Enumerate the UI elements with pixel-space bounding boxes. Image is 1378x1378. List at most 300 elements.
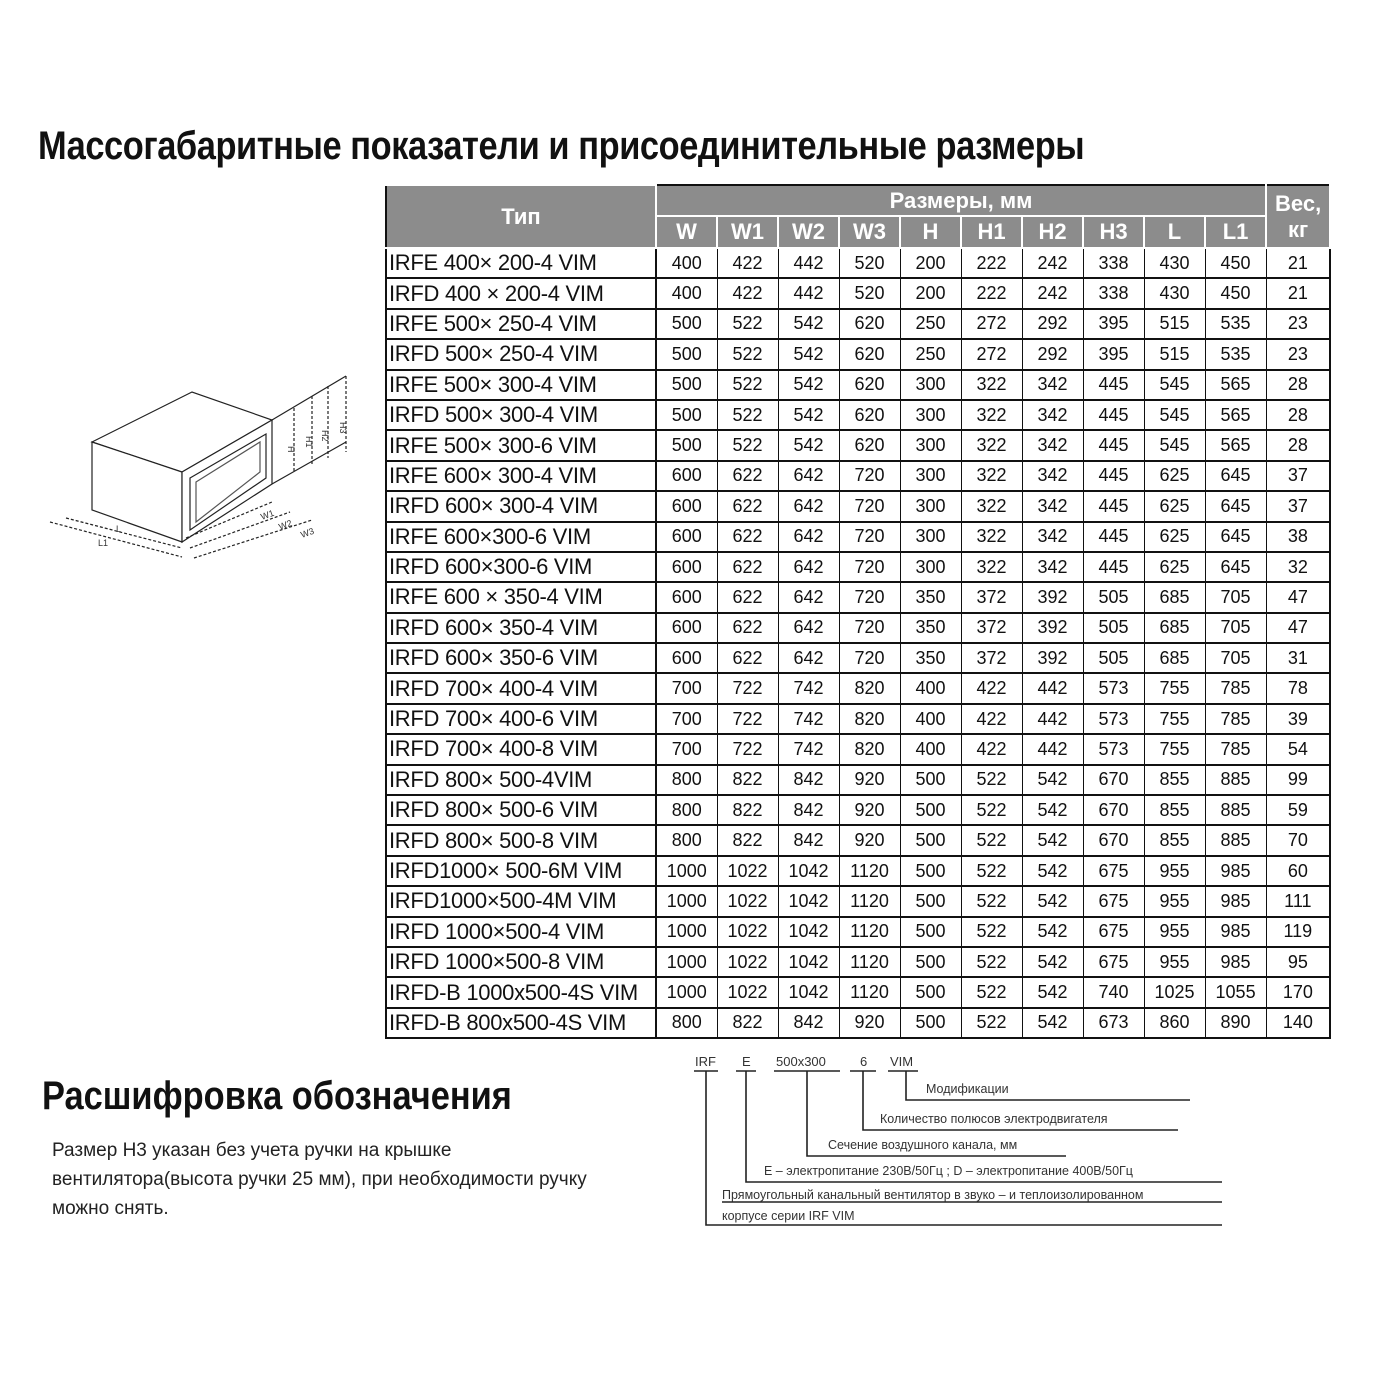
dimension-cell: 722	[717, 734, 778, 764]
dimension-cell: 515	[1144, 309, 1205, 339]
table-row	[386, 461, 1330, 491]
dimension-cell: 1042	[778, 856, 839, 886]
dimension-cell: 500	[900, 977, 961, 1007]
table-row	[386, 643, 1330, 673]
dimension-cell: 322	[961, 552, 1022, 582]
dimension-cell: 322	[961, 370, 1022, 400]
dimension-cell: 1120	[839, 886, 900, 916]
dimension-cell: 300	[900, 491, 961, 521]
dimension-cell: 542	[1022, 856, 1083, 886]
dimension-cell: 400	[900, 734, 961, 764]
dimension-cell: 1120	[839, 947, 900, 977]
weight-cell: 170	[1266, 977, 1330, 1007]
table-row	[386, 1008, 1330, 1038]
dimension-cell: 642	[778, 552, 839, 582]
specs-table	[385, 184, 1331, 1039]
dimension-cell: 522	[961, 825, 1022, 855]
dimension-cell: 300	[900, 461, 961, 491]
dimension-cell: 785	[1205, 704, 1266, 734]
model-type-cell: IRFD-B 1000x500-4S VIM	[386, 977, 656, 1007]
dimension-cell: 522	[717, 339, 778, 369]
dimension-cell: 822	[717, 765, 778, 795]
dimension-cell: 985	[1205, 917, 1266, 947]
dimension-cell: 300	[900, 522, 961, 552]
dimension-cell: 372	[961, 613, 1022, 643]
dimension-cell: 855	[1144, 795, 1205, 825]
code-part-power: E	[742, 1054, 751, 1069]
dimension-cell: 500	[656, 309, 717, 339]
dimension-cell: 200	[900, 278, 961, 308]
table-row	[386, 522, 1330, 552]
dimension-cell: 372	[961, 582, 1022, 612]
dimension-cell: 685	[1144, 643, 1205, 673]
dimension-cell: 400	[656, 278, 717, 308]
dimension-cell: 700	[656, 673, 717, 703]
dimension-cell: 545	[1144, 400, 1205, 430]
dimension-cell: 1022	[717, 856, 778, 886]
column-header: H3	[1083, 216, 1144, 248]
dimension-cell: 685	[1144, 613, 1205, 643]
dimension-cell: 522	[717, 400, 778, 430]
dimension-cell: 622	[717, 461, 778, 491]
dimension-cell: 542	[1022, 947, 1083, 977]
table-row	[386, 704, 1330, 734]
dimension-cell: 675	[1083, 886, 1144, 916]
dimension-cell: 1022	[717, 886, 778, 916]
model-type-cell: IRFD 800× 500-6 VIM	[386, 795, 656, 825]
dimension-cell: 1120	[839, 977, 900, 1007]
dimension-cell: 505	[1083, 613, 1144, 643]
dimension-cell: 1000	[656, 917, 717, 947]
dimension-cell: 1022	[717, 947, 778, 977]
dimension-cell: 620	[839, 370, 900, 400]
model-type-cell: IRFD 600× 300-4 VIM	[386, 491, 656, 521]
dimension-cell: 500	[656, 339, 717, 369]
dimension-cell: 620	[839, 430, 900, 460]
weight-cell: 21	[1266, 278, 1330, 308]
model-type-cell: IRFD1000× 500-6M VIM	[386, 856, 656, 886]
dimension-cell: 1000	[656, 977, 717, 1007]
dimension-cell: 342	[1022, 370, 1083, 400]
dimension-cell: 500	[656, 370, 717, 400]
column-header: W1	[717, 216, 778, 248]
dimension-cell: 200	[900, 248, 961, 278]
dimension-cell: 505	[1083, 643, 1144, 673]
dimension-cell: 1042	[778, 977, 839, 1007]
note-line-2: вентилятора(высота ручки 25 мм), при необходимости ручку	[52, 1169, 587, 1190]
code-part-section: 500x300	[776, 1054, 826, 1069]
model-type-cell: IRFD 800× 500-4VIM	[386, 765, 656, 795]
dimension-cell: 342	[1022, 461, 1083, 491]
dimension-cell: 720	[839, 582, 900, 612]
weight-cell: 32	[1266, 552, 1330, 582]
dimension-cell: 620	[839, 339, 900, 369]
model-type-cell: IRFD 1000×500-4 VIM	[386, 917, 656, 947]
dimension-cell: 673	[1083, 1008, 1144, 1038]
dimension-cell: 720	[839, 552, 900, 582]
dimension-cell: 445	[1083, 430, 1144, 460]
dimension-cell: 705	[1205, 582, 1266, 612]
model-type-cell: IRFD 500× 250-4 VIM	[386, 339, 656, 369]
dimension-cell: 675	[1083, 917, 1144, 947]
dimension-cell: 890	[1205, 1008, 1266, 1038]
label-l: L	[116, 524, 122, 534]
dimension-cell: 645	[1205, 522, 1266, 552]
explain-power: E – электропитание 230В/50Гц ; D – электропитание 400В/50Гц	[764, 1164, 1133, 1178]
dimension-cell: 545	[1144, 370, 1205, 400]
dimension-cell: 522	[961, 1008, 1022, 1038]
dimension-cell: 300	[900, 370, 961, 400]
decoding-heading: Расшифровка обозначения	[42, 1074, 512, 1118]
dimension-cell: 542	[1022, 977, 1083, 1007]
dimension-cell: 442	[1022, 673, 1083, 703]
dimension-cell: 625	[1144, 491, 1205, 521]
table-row	[386, 765, 1330, 795]
dimension-cell: 445	[1083, 461, 1144, 491]
model-type-cell: IRFD 700× 400-4 VIM	[386, 673, 656, 703]
dimension-cell: 625	[1144, 552, 1205, 582]
dimension-cell: 785	[1205, 673, 1266, 703]
label-h2: H2	[320, 430, 330, 442]
table-row	[386, 552, 1330, 582]
dimension-cell: 322	[961, 522, 1022, 552]
dimension-cell: 542	[1022, 765, 1083, 795]
table-row	[386, 309, 1330, 339]
dimension-cell: 500	[900, 1008, 961, 1038]
dimension-cell: 442	[1022, 734, 1083, 764]
note-line-1: Размер Н3 указан без учета ручки на крышке	[52, 1140, 452, 1161]
table-row	[386, 248, 1330, 278]
dimension-cell: 350	[900, 643, 961, 673]
dimension-cell: 600	[656, 582, 717, 612]
dimension-cell: 800	[656, 825, 717, 855]
dimension-cell: 500	[900, 825, 961, 855]
dimension-cell: 242	[1022, 278, 1083, 308]
dimension-cell: 445	[1083, 522, 1144, 552]
flange-line-top	[272, 376, 346, 420]
dimension-cell: 642	[778, 522, 839, 552]
dimension-cell: 920	[839, 1008, 900, 1038]
dimension-cell: 292	[1022, 309, 1083, 339]
dimension-cell: 600	[656, 522, 717, 552]
dimension-cell: 322	[961, 400, 1022, 430]
dimension-cell: 642	[778, 613, 839, 643]
dimension-cell: 642	[778, 461, 839, 491]
dimension-cell: 855	[1144, 765, 1205, 795]
dimension-cell: 522	[961, 795, 1022, 825]
dimension-cell: 222	[961, 278, 1022, 308]
dimension-cell: 755	[1144, 673, 1205, 703]
dimension-cell: 292	[1022, 339, 1083, 369]
column-header: W3	[839, 216, 900, 248]
table-row	[386, 673, 1330, 703]
dimension-cell: 542	[778, 430, 839, 460]
dimension-cell: 1022	[717, 977, 778, 1007]
table-row	[386, 278, 1330, 308]
dimension-cell: 842	[778, 765, 839, 795]
dimension-cell: 1022	[717, 917, 778, 947]
dimension-cell: 842	[778, 825, 839, 855]
code-part-modification: VIM	[890, 1054, 914, 1069]
explain-poles: Количество полюсов электродвигателя	[880, 1112, 1108, 1126]
dimension-cell: 322	[961, 491, 1022, 521]
weight-header	[1266, 185, 1330, 248]
table-row	[386, 947, 1330, 977]
column-header: L1	[1205, 216, 1266, 248]
dimension-cell: 720	[839, 461, 900, 491]
weight-cell: 99	[1266, 765, 1330, 795]
dimension-cell: 670	[1083, 795, 1144, 825]
dimension-cell: 350	[900, 582, 961, 612]
dimension-cell: 542	[1022, 795, 1083, 825]
dimension-cell: 500	[900, 765, 961, 795]
model-type-cell: IRFD-B 800x500-4S VIM	[386, 1008, 656, 1038]
weight-cell: 23	[1266, 339, 1330, 369]
dimension-cell: 722	[717, 704, 778, 734]
dimension-cell: 400	[900, 704, 961, 734]
dimension-cell: 685	[1144, 582, 1205, 612]
dimension-cell: 820	[839, 673, 900, 703]
dimension-cell: 322	[961, 461, 1022, 491]
dimension-cell: 542	[1022, 886, 1083, 916]
dimension-cell: 800	[656, 1008, 717, 1038]
table-row	[386, 370, 1330, 400]
model-type-cell: IRFD 700× 400-8 VIM	[386, 734, 656, 764]
dimension-cell: 442	[1022, 704, 1083, 734]
dimension-cell: 522	[717, 370, 778, 400]
dimension-cell: 600	[656, 491, 717, 521]
model-type-cell: IRFD 800× 500-8 VIM	[386, 825, 656, 855]
dimension-cell: 272	[961, 339, 1022, 369]
dimension-cell: 705	[1205, 643, 1266, 673]
weight-cell: 60	[1266, 856, 1330, 886]
dimension-cell: 395	[1083, 309, 1144, 339]
dimension-cell: 422	[717, 278, 778, 308]
weight-cell: 70	[1266, 825, 1330, 855]
dimension-cell: 955	[1144, 886, 1205, 916]
dimension-cell: 720	[839, 613, 900, 643]
model-type-cell: IRFE 600× 300-4 VIM	[386, 461, 656, 491]
table-row	[386, 613, 1330, 643]
dimension-cell: 742	[778, 673, 839, 703]
dimension-cell: 600	[656, 461, 717, 491]
explain-modification: Модификации	[926, 1082, 1009, 1096]
dimension-cell: 622	[717, 613, 778, 643]
dimension-cell: 442	[778, 248, 839, 278]
weight-header-line2: кг	[1288, 216, 1309, 242]
dimension-cell: 1042	[778, 947, 839, 977]
dimension-cell: 742	[778, 704, 839, 734]
dimension-cell: 300	[900, 400, 961, 430]
dimension-cell: 720	[839, 643, 900, 673]
model-type-cell: IRFD1000×500-4M VIM	[386, 886, 656, 916]
page-title: Массогабаритные показатели и присоединительные размеры	[38, 124, 1085, 168]
dimension-cell: 542	[1022, 1008, 1083, 1038]
dimension-cell: 842	[778, 795, 839, 825]
dimension-cell: 338	[1083, 278, 1144, 308]
weight-cell: 21	[1266, 248, 1330, 278]
weight-cell: 78	[1266, 673, 1330, 703]
h3-note	[52, 1136, 652, 1223]
dimension-cell: 342	[1022, 430, 1083, 460]
label-l1: L1	[98, 538, 109, 548]
dimension-cell: 520	[839, 278, 900, 308]
dimension-cell: 242	[1022, 248, 1083, 278]
dimension-cell: 1055	[1205, 977, 1266, 1007]
dimension-cell: 392	[1022, 613, 1083, 643]
dimension-cell: 920	[839, 825, 900, 855]
weight-cell: 38	[1266, 522, 1330, 552]
weight-cell: 54	[1266, 734, 1330, 764]
dimension-cell: 622	[717, 491, 778, 521]
dimension-cell: 445	[1083, 400, 1144, 430]
label-w3: W3	[299, 525, 316, 540]
label-h1: H1	[304, 436, 314, 448]
weight-cell: 31	[1266, 643, 1330, 673]
dimension-cell: 822	[717, 795, 778, 825]
dimension-cell: 342	[1022, 400, 1083, 430]
dimension-cell: 322	[961, 430, 1022, 460]
weight-cell: 95	[1266, 947, 1330, 977]
table-row	[386, 977, 1330, 1007]
model-type-cell: IRFD 400 × 200-4 VIM	[386, 278, 656, 308]
model-type-cell: IRFD 1000×500-8 VIM	[386, 947, 656, 977]
dimension-cell: 1120	[839, 856, 900, 886]
dimension-cell: 1000	[656, 856, 717, 886]
dimension-cell: 985	[1205, 856, 1266, 886]
dimension-cell: 642	[778, 491, 839, 521]
dimension-cell: 1042	[778, 886, 839, 916]
dimension-cell: 522	[961, 917, 1022, 947]
dimension-cell: 705	[1205, 613, 1266, 643]
dimension-cell: 442	[778, 278, 839, 308]
dimension-cell: 885	[1205, 765, 1266, 795]
dimension-cell: 620	[839, 400, 900, 430]
dimension-cell: 222	[961, 248, 1022, 278]
dimension-cell: 985	[1205, 947, 1266, 977]
dimension-cell: 450	[1205, 248, 1266, 278]
model-type-cell: IRFE 500× 300-4 VIM	[386, 370, 656, 400]
column-header: L	[1144, 216, 1205, 248]
dimension-cell: 700	[656, 734, 717, 764]
weight-cell: 39	[1266, 704, 1330, 734]
explain-series-line2: корпусе серии IRF VIM	[722, 1209, 855, 1223]
dimension-cell: 720	[839, 491, 900, 521]
weight-cell: 59	[1266, 795, 1330, 825]
dimension-cell: 500	[900, 886, 961, 916]
dimension-cell: 430	[1144, 248, 1205, 278]
dimension-cell: 720	[839, 522, 900, 552]
table-row	[386, 886, 1330, 916]
dimension-cell: 300	[900, 552, 961, 582]
dimension-cell: 670	[1083, 825, 1144, 855]
weight-cell: 23	[1266, 309, 1330, 339]
dimension-cell: 955	[1144, 917, 1205, 947]
dimension-cell: 920	[839, 765, 900, 795]
dimension-cell: 755	[1144, 734, 1205, 764]
dimension-cell: 740	[1083, 977, 1144, 1007]
dimension-cell: 522	[961, 886, 1022, 916]
designation-decoding-diagram	[690, 1050, 1250, 1230]
dimension-cell: 675	[1083, 947, 1144, 977]
dimension-cell: 645	[1205, 461, 1266, 491]
dimension-cell: 625	[1144, 522, 1205, 552]
column-header: W	[656, 216, 717, 248]
dimension-cell: 600	[656, 613, 717, 643]
label-w1: W1	[259, 507, 276, 522]
dimension-cell: 600	[656, 552, 717, 582]
dimension-cell: 920	[839, 795, 900, 825]
code-part-series: IRF	[695, 1054, 716, 1069]
dimension-cell: 622	[717, 522, 778, 552]
dimension-cell: 500	[656, 430, 717, 460]
dimension-cell: 545	[1144, 430, 1205, 460]
dimension-cell: 272	[961, 309, 1022, 339]
dimension-cell: 500	[900, 795, 961, 825]
explain-section: Сечение воздушного канала, мм	[828, 1138, 1018, 1152]
table-row	[386, 339, 1330, 369]
dimension-cell: 342	[1022, 491, 1083, 521]
dimension-cell: 372	[961, 643, 1022, 673]
dimension-cell: 445	[1083, 552, 1144, 582]
type-header: Тип	[386, 185, 656, 248]
dimension-cell: 392	[1022, 643, 1083, 673]
dimension-cell: 1120	[839, 917, 900, 947]
dimension-cell: 422	[961, 704, 1022, 734]
dimension-cell: 742	[778, 734, 839, 764]
dimension-cell: 565	[1205, 430, 1266, 460]
dimension-cell: 645	[1205, 491, 1266, 521]
dimension-cell: 520	[839, 248, 900, 278]
dimension-cell: 822	[717, 825, 778, 855]
dimension-cell: 422	[961, 673, 1022, 703]
model-type-cell: IRFE 600 × 350-4 VIM	[386, 582, 656, 612]
dimension-cell: 522	[961, 947, 1022, 977]
dimension-cell: 430	[1144, 278, 1205, 308]
dimension-cell: 542	[778, 370, 839, 400]
dimension-cell: 622	[717, 643, 778, 673]
flange-line-bottom	[272, 442, 346, 484]
weight-cell: 111	[1266, 886, 1330, 916]
column-header: W2	[778, 216, 839, 248]
dimension-cell: 620	[839, 309, 900, 339]
weight-cell: 28	[1266, 400, 1330, 430]
table-row	[386, 734, 1330, 764]
weight-cell: 119	[1266, 917, 1330, 947]
dimension-cell: 642	[778, 582, 839, 612]
weight-cell: 28	[1266, 370, 1330, 400]
dimension-cell: 573	[1083, 673, 1144, 703]
explain-series-line1: Прямоугольный канальный вентилятор в звуко – и теплоизолированном	[722, 1188, 1144, 1202]
dimension-cell: 500	[900, 947, 961, 977]
dimension-cell: 422	[961, 734, 1022, 764]
dimension-cell: 985	[1205, 886, 1266, 916]
weight-cell: 28	[1266, 430, 1330, 460]
dimension-cell: 422	[717, 248, 778, 278]
table-row	[386, 582, 1330, 612]
column-header: H2	[1022, 216, 1083, 248]
dimension-cell: 535	[1205, 309, 1266, 339]
table-row	[386, 825, 1330, 855]
table-body	[386, 248, 1330, 1038]
dimension-cell: 785	[1205, 734, 1266, 764]
dimension-cell: 505	[1083, 582, 1144, 612]
dimension-cell: 1025	[1144, 977, 1205, 1007]
dimension-cell: 885	[1205, 825, 1266, 855]
dimension-cell: 542	[778, 400, 839, 430]
dimension-cell: 755	[1144, 704, 1205, 734]
dimension-cell: 542	[778, 339, 839, 369]
